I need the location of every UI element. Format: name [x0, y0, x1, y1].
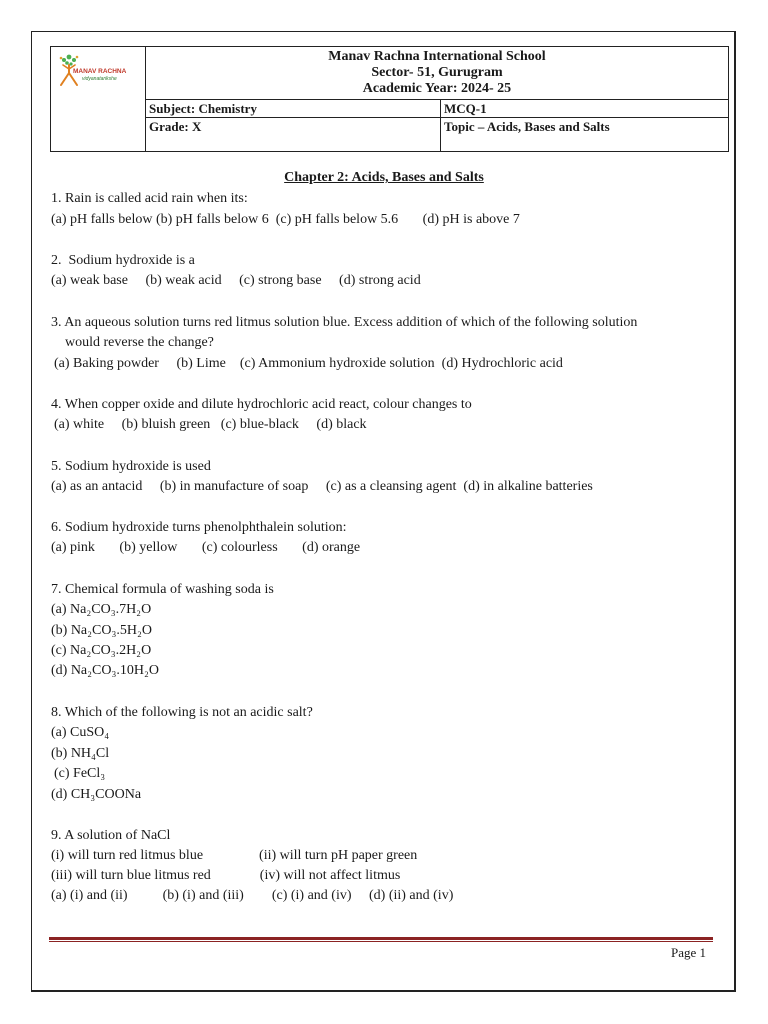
question-2-options: (a) weak base (b) weak acid (c) strong base (d) strong acid	[51, 273, 421, 288]
footer-rule-thin	[49, 941, 713, 942]
school-info	[146, 47, 728, 100]
topic-cell: Topic – Acids, Bases and Salts	[444, 119, 610, 134]
question-9-stem: 9. A solution of NaCl	[51, 828, 171, 843]
question-9-statements-1: (i) will turn red litmus blue (ii) will turn pH paper green	[51, 848, 418, 863]
question-8-stem: 8. Which of the following is not an acidic salt?	[51, 705, 313, 720]
question-8-option-b: (b) NH₄Cl	[51, 746, 110, 761]
question-1-stem: 1. Rain is called acid rain when its:	[51, 191, 248, 206]
question-7-option-b: (b) Na₂CO₃.5H₂O	[51, 623, 152, 638]
question-6-stem: 6. Sodium hydroxide turns phenolphthalein solution:	[51, 520, 347, 535]
question-4-stem: 4. When copper oxide and dilute hydrochloric acid react, colour changes to	[51, 397, 472, 412]
question-4-options: (a) white (b) bluish green (c) blue-black (d) black	[54, 417, 367, 432]
question-9-statements-2: (iii) will turn blue litmus red (iv) will not affect litmus	[51, 868, 401, 883]
question-5-options: (a) as an antacid (b) in manufacture of soap (c) as a cleansing agent (d) in alkaline batteries	[51, 479, 593, 494]
question-3-stem: 3. An aqueous solution turns red litmus solution blue. Excess addition of which of the following solution	[51, 315, 638, 330]
question-3-options: (a) Baking powder (b) Lime (c) Ammonium hydroxide solution (d) Hydrochloric acid	[54, 356, 563, 371]
question-7-stem: 7. Chemical formula of washing soda is	[51, 582, 274, 597]
question-1-options: (a) pH falls below (b) pH falls below 6 (c) pH falls below 5.6 (d) pH is above 7	[51, 212, 520, 227]
logo-name: MANAV RACHNA	[73, 68, 127, 75]
question-8-option-c: (c) FeCl₃	[54, 766, 106, 781]
question-5-stem: 5. Sodium hydroxide is used	[51, 459, 211, 474]
logo-cell	[51, 47, 146, 151]
subject-cell: Subject: Chemistry	[146, 100, 441, 118]
footer-rule	[49, 937, 713, 940]
school-name: Manav Rachna International School	[328, 49, 546, 64]
question-2-stem: 2. Sodium hydroxide is a	[51, 253, 195, 268]
grade-cell: Grade: X	[146, 118, 441, 151]
question-7-option-c: (c) Na₂CO₃.2H₂O	[51, 643, 152, 658]
school-address: Sector- 51, Gurugram	[371, 65, 503, 80]
page-number: Page 1	[671, 945, 707, 960]
question-6-options: (a) pink (b) yellow (c) colourless (d) orange	[51, 540, 361, 555]
test-cell: MCQ-1	[441, 100, 728, 118]
academic-year: Academic Year: 2024- 25	[362, 81, 512, 96]
logo-tagline: vidyanatarikshe	[82, 76, 117, 82]
question-7-option-a: (a) Na₂CO₃.7H₂O	[51, 602, 152, 617]
header-table	[50, 46, 729, 152]
chapter-title: Chapter 2: Acids, Bases and Salts	[284, 170, 484, 185]
question-9-options: (a) (i) and (ii) (b) (i) and (iii) (c) (i) and (iv) (d) (ii) and (iv)	[51, 888, 454, 903]
question-3-stem-cont: would reverse the change?	[65, 335, 214, 350]
question-7-option-d: (d) Na₂CO₃.10H₂O	[51, 663, 159, 678]
question-8-option-d: (d) CH₃COONa	[51, 787, 142, 802]
question-8-option-a: (a) CuSO₄	[51, 725, 110, 740]
